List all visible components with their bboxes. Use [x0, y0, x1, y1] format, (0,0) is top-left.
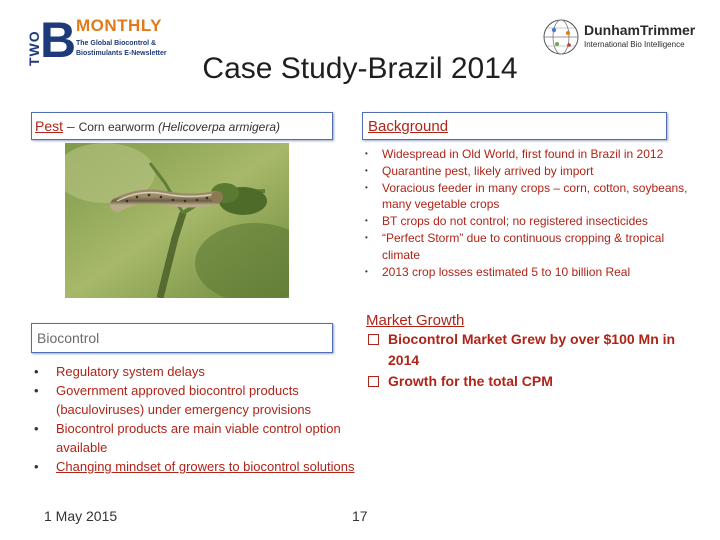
market-item: Biocontrol Market Grew by over $100 Mn in 2014 [366, 329, 696, 371]
background-item: • Voracious feeder in many crops – corn, cotton, soybeans, many vegetable crops [362, 180, 702, 214]
footer-date: 1 May 2015 [44, 508, 118, 524]
logo-subtitle-line1: The Global Biocontrol & [76, 40, 157, 47]
pest-common-name: Corn earworm [78, 120, 158, 134]
biocontrol-item [31, 457, 361, 476]
background-item: • Widespread in Old World, first found in Brazil in 2012 [362, 146, 702, 163]
biocontrol-item: • Biocontrol products are main viable control option available [31, 419, 361, 457]
pest-dash: – [63, 118, 79, 134]
logo-subtitle-line2: Biostimulants E-Newsletter [76, 50, 167, 57]
pest-heading [35, 118, 280, 134]
biocontrol-item: • Regulatory system delays [31, 362, 361, 381]
biocontrol-heading: Biocontrol [37, 330, 100, 346]
biocontrol-header-box [31, 323, 333, 353]
background-item: • “Perfect Storm” due to continuous cropping & tropical climate [362, 230, 702, 264]
logo-company-name: DunhamTrimmer [584, 22, 696, 38]
market-item: Growth for the total CPM [366, 371, 696, 392]
biocontrol-item-text: Changing mindset of growers to biocontrol solutions [56, 459, 355, 474]
slide-title: Case Study-Brazil 2014 [202, 52, 518, 85]
logo-two-text: TWO [26, 30, 42, 66]
background-list [362, 146, 702, 280]
biocontrol-item: • Government approved biocontrol products (baculoviruses) under emergency provisions [31, 381, 361, 419]
pest-header-box [31, 112, 333, 140]
page-number: 17 [352, 508, 368, 524]
background-heading: Background [368, 118, 449, 135]
logo-b-letter: B [40, 12, 77, 68]
biocontrol-list [31, 362, 361, 476]
background-header-box [362, 112, 667, 140]
background-item: • Quarantine pest, likely arrived by import [362, 163, 702, 180]
globe-icon [542, 18, 580, 56]
background-item: • 2013 crop losses estimated 5 to 10 billion Real [362, 264, 702, 281]
background-item: • BT crops do not control; no registered insecticides [362, 213, 702, 230]
pest-scientific-name: (Helicoverpa armigera) [157, 120, 280, 134]
market-growth-heading: Market Growth [366, 312, 465, 329]
logo-tagline: International Bio Intelligence [584, 40, 685, 49]
pest-label: Pest [35, 118, 64, 134]
caterpillar-image [65, 143, 289, 298]
market-growth-section [366, 312, 696, 392]
corn-earworm-photo [65, 143, 289, 298]
logo-monthly-text: MONTHLY [76, 16, 162, 35]
